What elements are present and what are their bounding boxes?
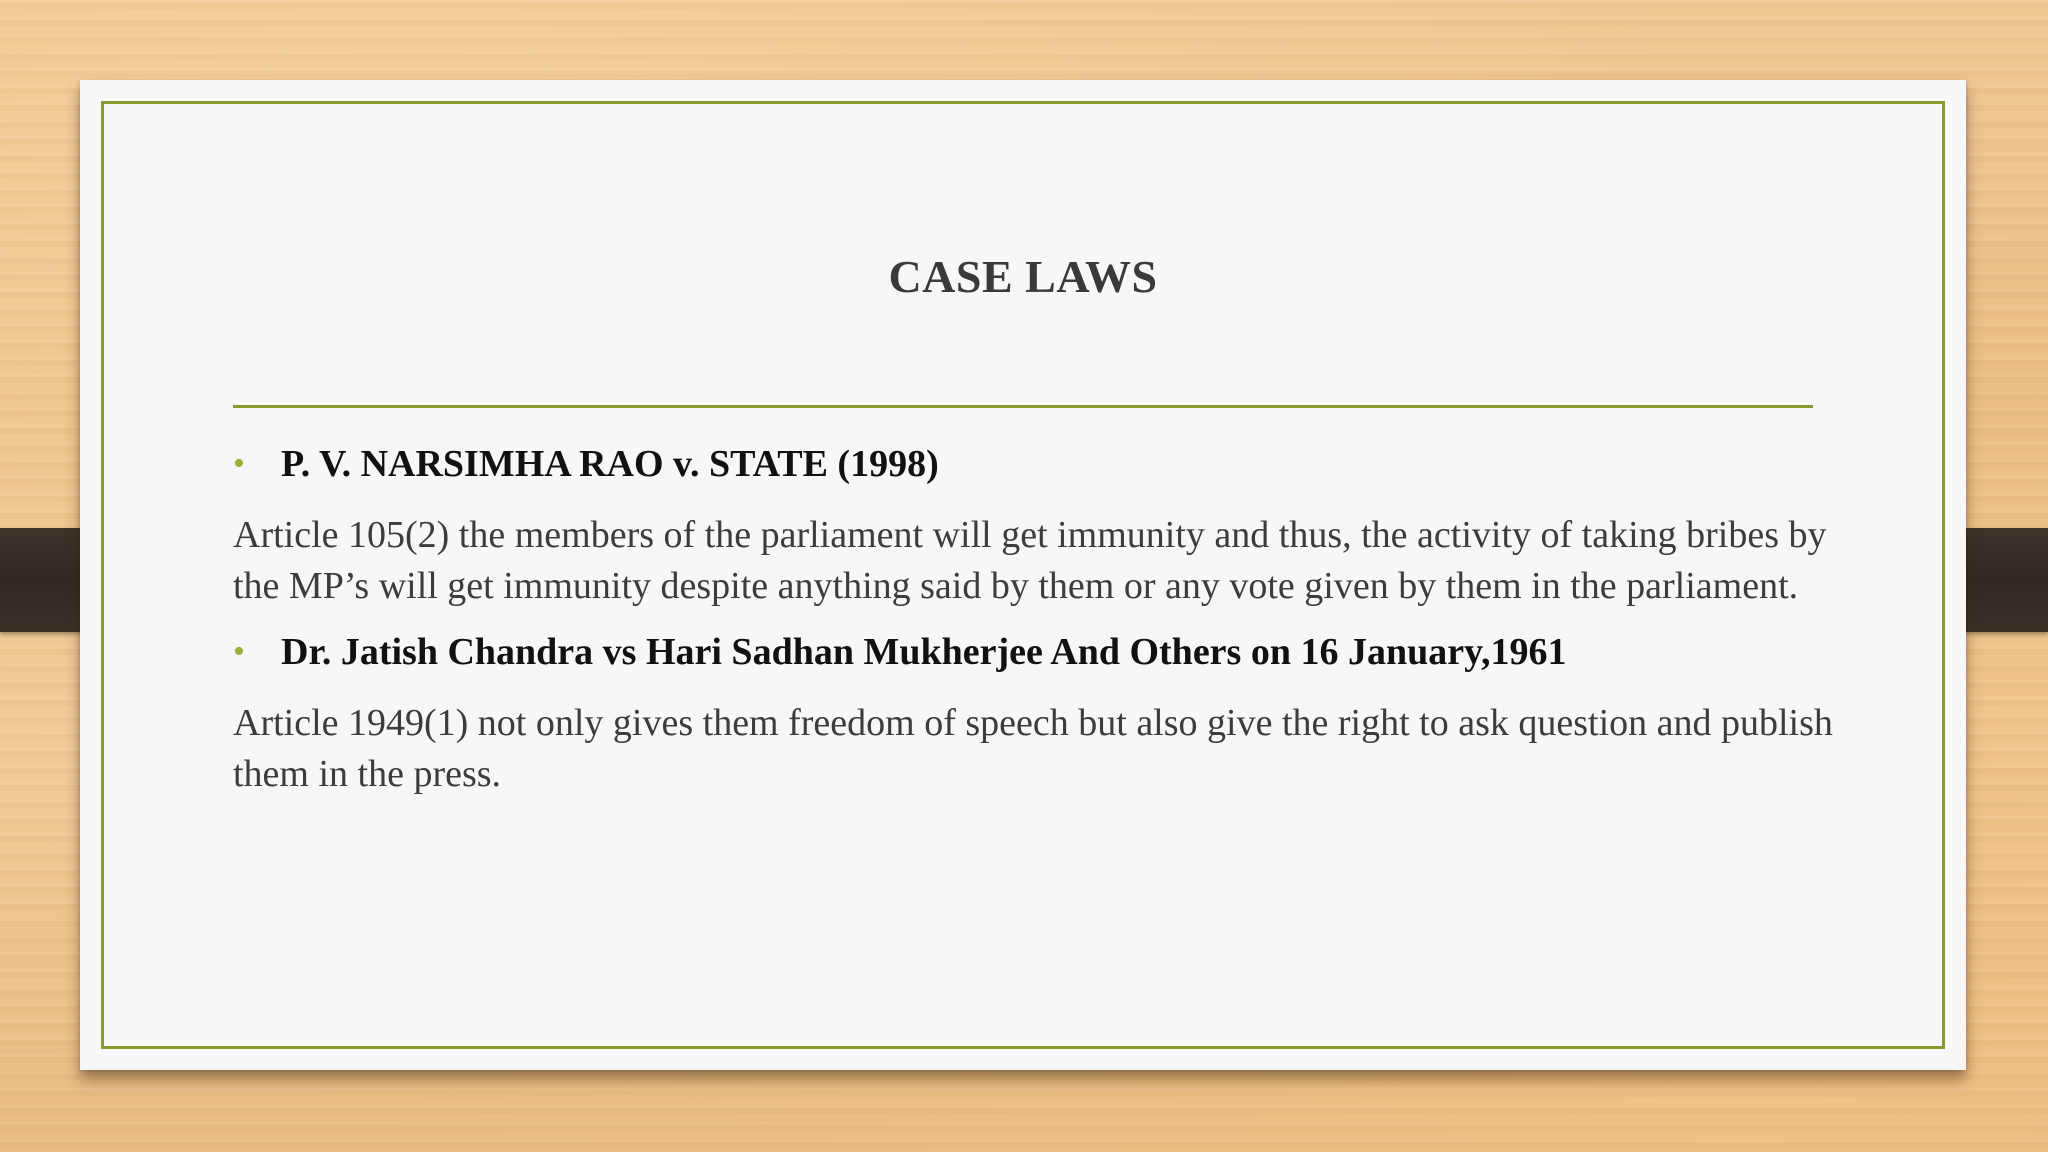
- slide-title: CASE LAWS: [888, 251, 1158, 302]
- slide-content: [233, 438, 1833, 814]
- bullet-icon: •: [233, 445, 245, 482]
- case-heading-2: [233, 626, 1833, 678]
- bullet-icon: •: [233, 633, 245, 670]
- case-heading-text: Dr. Jatish Chandra vs Hari Sadhan Mukherjee And Others on 16 January,1961: [281, 631, 1567, 673]
- case-heading-text: P. V. NARSIMHA RAO v. STATE (1998): [281, 443, 939, 485]
- title-divider: [233, 405, 1813, 408]
- case-heading-1: [233, 438, 1833, 490]
- case-description-2: Article 1949(1) not only gives them freedom of speech but also give the right to ask question and publish them in the press.: [233, 702, 1833, 795]
- slide-card: [80, 80, 1966, 1070]
- case-description-1: Article 105(2) the members of the parliament will get immunity and thus, the activity of taking bribes by the MP’s will get immunity despite anything said by them or any vote given by them in the parliament.: [233, 514, 1827, 607]
